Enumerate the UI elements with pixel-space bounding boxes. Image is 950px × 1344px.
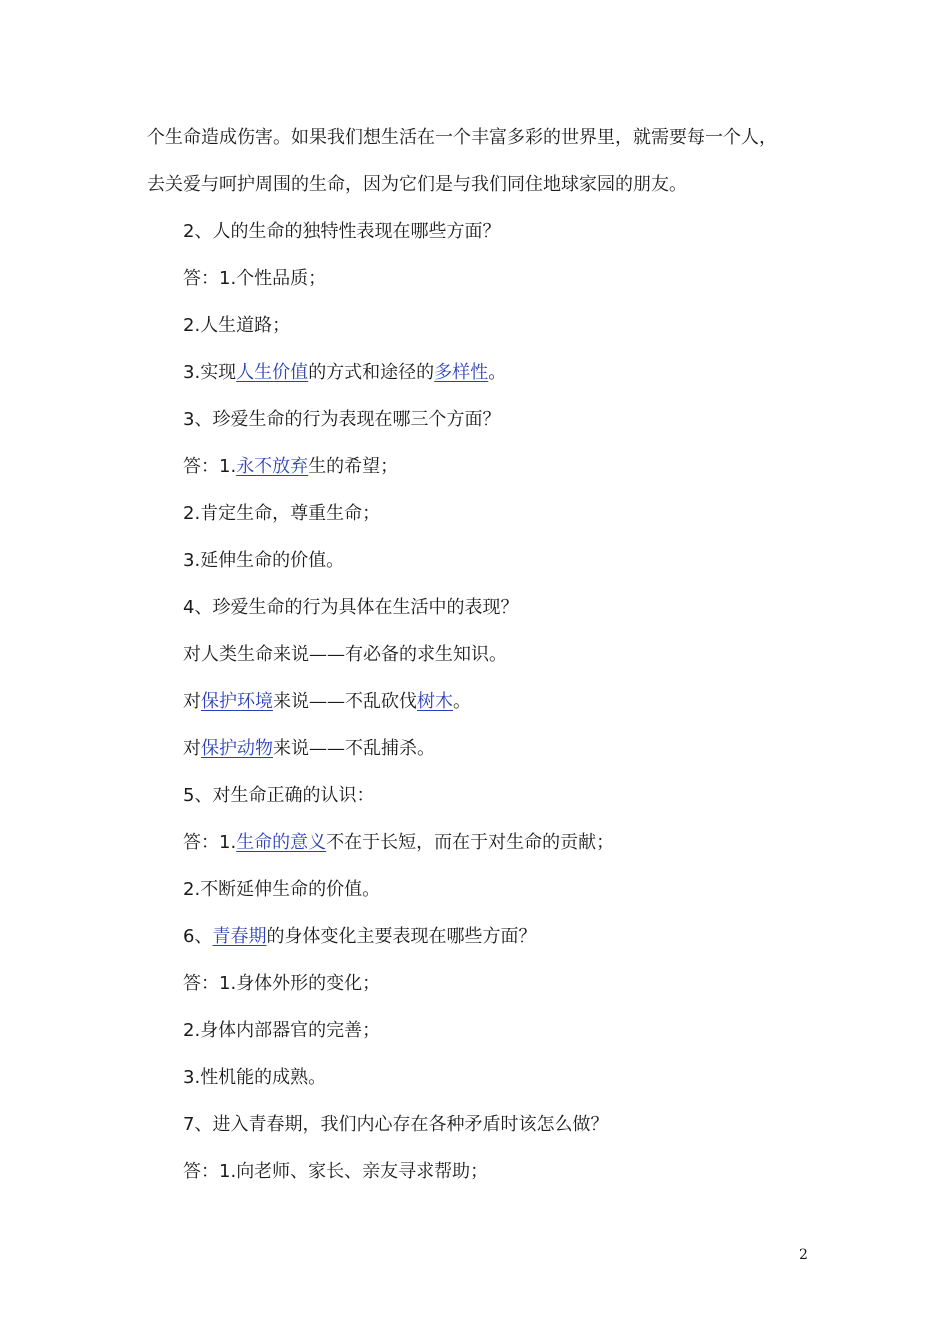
text-segment: 答：	[183, 832, 219, 853]
paragraph-line	[183, 502, 380, 526]
hyperlink[interactable]: 树木	[417, 691, 453, 712]
text-segment: 肯定生命，尊重生命；	[200, 503, 381, 524]
text-segment: 2	[183, 221, 195, 242]
paragraph-line	[183, 690, 471, 714]
text-segment: 5	[183, 785, 195, 806]
text-segment: 3.	[183, 1067, 201, 1088]
paragraph-line	[183, 972, 380, 996]
paragraph-line	[183, 878, 380, 902]
text-segment: 1.	[219, 832, 237, 853]
text-segment: 、	[194, 926, 213, 947]
text-segment: 不断延伸生命的价值。	[200, 879, 381, 900]
paragraph-line	[147, 173, 687, 197]
text-segment: 答：	[183, 268, 219, 289]
paragraph-line	[183, 455, 398, 479]
text-segment: 3	[183, 409, 195, 430]
hyperlink[interactable]: 保护环境	[201, 691, 273, 712]
text-segment: 的方式和途径的	[308, 362, 435, 383]
paragraph-line	[183, 643, 507, 667]
paragraph-line	[183, 784, 374, 808]
text-segment: 3.	[183, 550, 201, 571]
text-segment: 对	[183, 738, 201, 759]
paragraph-line	[183, 549, 344, 573]
text-segment: 个性品质；	[236, 268, 327, 289]
page-number: 2	[799, 1247, 808, 1263]
text-segment: 7	[183, 1114, 195, 1135]
text-segment: 去关爱与呵护周围的生命，因为它们是与我们同住地球家园的朋友。	[147, 174, 687, 195]
text-segment: 来说——不乱捕杀。	[273, 738, 435, 759]
text-segment: 、进入青春期，我们内心存在各种矛盾时该怎么做？	[194, 1114, 609, 1135]
paragraph-line	[183, 596, 518, 620]
text-segment: 答：	[183, 456, 219, 477]
text-segment: 的身体变化主要表现在哪些方面？	[266, 926, 537, 947]
text-segment: 不在于长短，而在于对生命的贡献；	[326, 832, 615, 853]
text-segment: 延伸生命的价值。	[200, 550, 345, 571]
paragraph-line	[183, 737, 435, 761]
text-segment: 4	[183, 597, 195, 618]
text-segment: 2.	[183, 315, 201, 336]
text-segment: 答：	[183, 973, 219, 994]
text-segment: 对	[183, 691, 201, 712]
text-segment: 6	[183, 926, 195, 947]
paragraph-line	[183, 408, 500, 432]
text-segment: 2.	[183, 503, 201, 524]
text-segment: 性机能的成熟。	[200, 1067, 327, 1088]
text-segment: 1.	[219, 268, 237, 289]
text-segment: 2.	[183, 879, 201, 900]
text-segment: 3.	[183, 362, 201, 383]
text-segment: 向老师、家长、亲友寻求帮助；	[236, 1161, 489, 1182]
text-segment: 。	[453, 691, 471, 712]
paragraph-line	[183, 314, 290, 338]
text-segment: 、人的生命的独特性表现在哪些方面？	[194, 221, 501, 242]
paragraph-line	[183, 1113, 608, 1137]
text-segment: 。	[488, 362, 507, 383]
paragraph-line	[147, 126, 777, 150]
text-segment: 、对生命正确的认识：	[194, 785, 375, 806]
hyperlink[interactable]: 青春期	[212, 926, 267, 947]
paragraph-line	[183, 925, 536, 949]
paragraph-line	[183, 220, 500, 244]
text-segment: 1.	[219, 973, 237, 994]
text-segment: 、珍爱生命的行为表现在哪三个方面？	[194, 409, 501, 430]
text-segment: 个生命造成伤害。如果我们想生活在一个丰富多彩的世界里，就需要每一个人，	[147, 127, 777, 148]
text-segment: 、珍爱生命的行为具体在生活中的表现？	[194, 597, 519, 618]
paragraph-line	[183, 361, 506, 385]
hyperlink[interactable]: 生命的意义	[236, 832, 327, 853]
text-segment: 1.	[219, 456, 237, 477]
text-segment: 对人类生命来说——有必备的求生知识。	[183, 644, 507, 665]
text-segment: 实现	[200, 362, 237, 383]
paragraph-line	[183, 1160, 488, 1184]
text-segment: 身体内部器官的完善；	[200, 1020, 381, 1041]
text-segment: 来说——不乱砍伐	[273, 691, 417, 712]
text-segment: 生的希望；	[308, 456, 399, 477]
paragraph-line	[183, 1066, 326, 1090]
paragraph-line	[183, 1019, 380, 1043]
text-segment: 2.	[183, 1020, 201, 1041]
hyperlink[interactable]: 多样性	[434, 362, 489, 383]
hyperlink[interactable]: 人生价值	[236, 362, 309, 383]
text-segment: 人生道路；	[200, 315, 291, 336]
text-segment: 身体外形的变化；	[236, 973, 381, 994]
text-segment: 答：	[183, 1161, 219, 1182]
hyperlink[interactable]: 永不放弃	[236, 456, 309, 477]
text-segment: 1.	[219, 1161, 237, 1182]
paragraph-line	[183, 267, 326, 291]
hyperlink[interactable]: 保护动物	[201, 738, 273, 759]
paragraph-line	[183, 831, 614, 855]
